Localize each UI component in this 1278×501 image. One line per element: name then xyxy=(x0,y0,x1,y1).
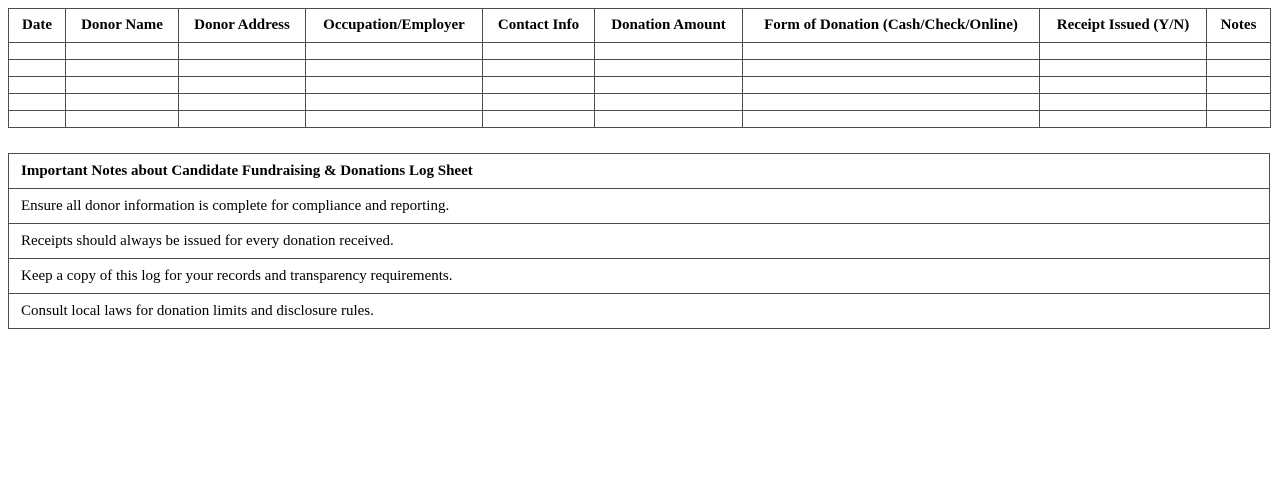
table-row xyxy=(9,111,1271,128)
cell-occupation-employer[interactable] xyxy=(306,94,483,111)
cell-donor-name[interactable] xyxy=(66,77,179,94)
column-header-date: Date xyxy=(9,9,66,43)
cell-contact-info[interactable] xyxy=(483,94,595,111)
cell-donation-amount[interactable] xyxy=(595,111,743,128)
cell-receipt-issued[interactable] xyxy=(1040,43,1207,60)
cell-notes[interactable] xyxy=(1207,94,1271,111)
cell-date[interactable] xyxy=(9,111,66,128)
cell-date[interactable] xyxy=(9,94,66,111)
column-header-occupation-employer: Occupation/Employer xyxy=(306,9,483,43)
column-header-donation-amount: Donation Amount xyxy=(595,9,743,43)
cell-receipt-issued[interactable] xyxy=(1040,60,1207,77)
cell-donor-name[interactable] xyxy=(66,94,179,111)
note-row xyxy=(9,294,1270,329)
cell-donation-amount[interactable] xyxy=(595,60,743,77)
cell-form-of-donation[interactable] xyxy=(743,77,1040,94)
notes-title-row xyxy=(9,154,1270,189)
log-table-header xyxy=(9,9,1271,43)
column-header-contact-info: Contact Info xyxy=(483,9,595,43)
cell-receipt-issued[interactable] xyxy=(1040,111,1207,128)
cell-donor-address[interactable] xyxy=(179,60,306,77)
cell-donation-amount[interactable] xyxy=(595,43,743,60)
note-row xyxy=(9,224,1270,259)
note-row xyxy=(9,189,1270,224)
cell-date[interactable] xyxy=(9,43,66,60)
important-notes-table xyxy=(8,153,1270,329)
cell-date[interactable] xyxy=(9,60,66,77)
column-header-donor-address: Donor Address xyxy=(179,9,306,43)
cell-donor-name[interactable] xyxy=(66,60,179,77)
table-row xyxy=(9,60,1271,77)
cell-contact-info[interactable] xyxy=(483,77,595,94)
note-item: Consult local laws for donation limits and disclosure rules. xyxy=(9,294,1270,329)
cell-notes[interactable] xyxy=(1207,43,1271,60)
cell-form-of-donation[interactable] xyxy=(743,111,1040,128)
cell-donor-address[interactable] xyxy=(179,43,306,60)
cell-form-of-donation[interactable] xyxy=(743,43,1040,60)
log-table-header-row xyxy=(9,9,1271,43)
cell-receipt-issued[interactable] xyxy=(1040,94,1207,111)
cell-donor-address[interactable] xyxy=(179,77,306,94)
note-item: Ensure all donor information is complete for compliance and reporting. xyxy=(9,189,1270,224)
cell-occupation-employer[interactable] xyxy=(306,60,483,77)
note-row xyxy=(9,259,1270,294)
cell-form-of-donation[interactable] xyxy=(743,60,1040,77)
column-header-form-of-donation: Form of Donation (Cash/Check/Online) xyxy=(743,9,1040,43)
cell-notes[interactable] xyxy=(1207,77,1271,94)
cell-date[interactable] xyxy=(9,77,66,94)
cell-form-of-donation[interactable] xyxy=(743,94,1040,111)
cell-contact-info[interactable] xyxy=(483,111,595,128)
cell-donor-name[interactable] xyxy=(66,43,179,60)
note-item: Keep a copy of this log for your records and transparency requirements. xyxy=(9,259,1270,294)
cell-donation-amount[interactable] xyxy=(595,77,743,94)
table-row xyxy=(9,43,1271,60)
log-table-body xyxy=(9,43,1271,128)
table-row xyxy=(9,77,1271,94)
notes-title: Important Notes about Candidate Fundraising & Donations Log Sheet xyxy=(9,154,1270,189)
column-header-donor-name: Donor Name xyxy=(66,9,179,43)
table-row xyxy=(9,94,1271,111)
cell-donor-address[interactable] xyxy=(179,111,306,128)
cell-occupation-employer[interactable] xyxy=(306,111,483,128)
cell-contact-info[interactable] xyxy=(483,60,595,77)
cell-donor-address[interactable] xyxy=(179,94,306,111)
donations-log-table xyxy=(8,8,1271,128)
note-item: Receipts should always be issued for every donation received. xyxy=(9,224,1270,259)
cell-notes[interactable] xyxy=(1207,111,1271,128)
column-header-receipt-issued: Receipt Issued (Y/N) xyxy=(1040,9,1207,43)
column-header-notes: Notes xyxy=(1207,9,1271,43)
cell-donation-amount[interactable] xyxy=(595,94,743,111)
cell-contact-info[interactable] xyxy=(483,43,595,60)
cell-receipt-issued[interactable] xyxy=(1040,77,1207,94)
cell-occupation-employer[interactable] xyxy=(306,77,483,94)
cell-notes[interactable] xyxy=(1207,60,1271,77)
cell-donor-name[interactable] xyxy=(66,111,179,128)
cell-occupation-employer[interactable] xyxy=(306,43,483,60)
